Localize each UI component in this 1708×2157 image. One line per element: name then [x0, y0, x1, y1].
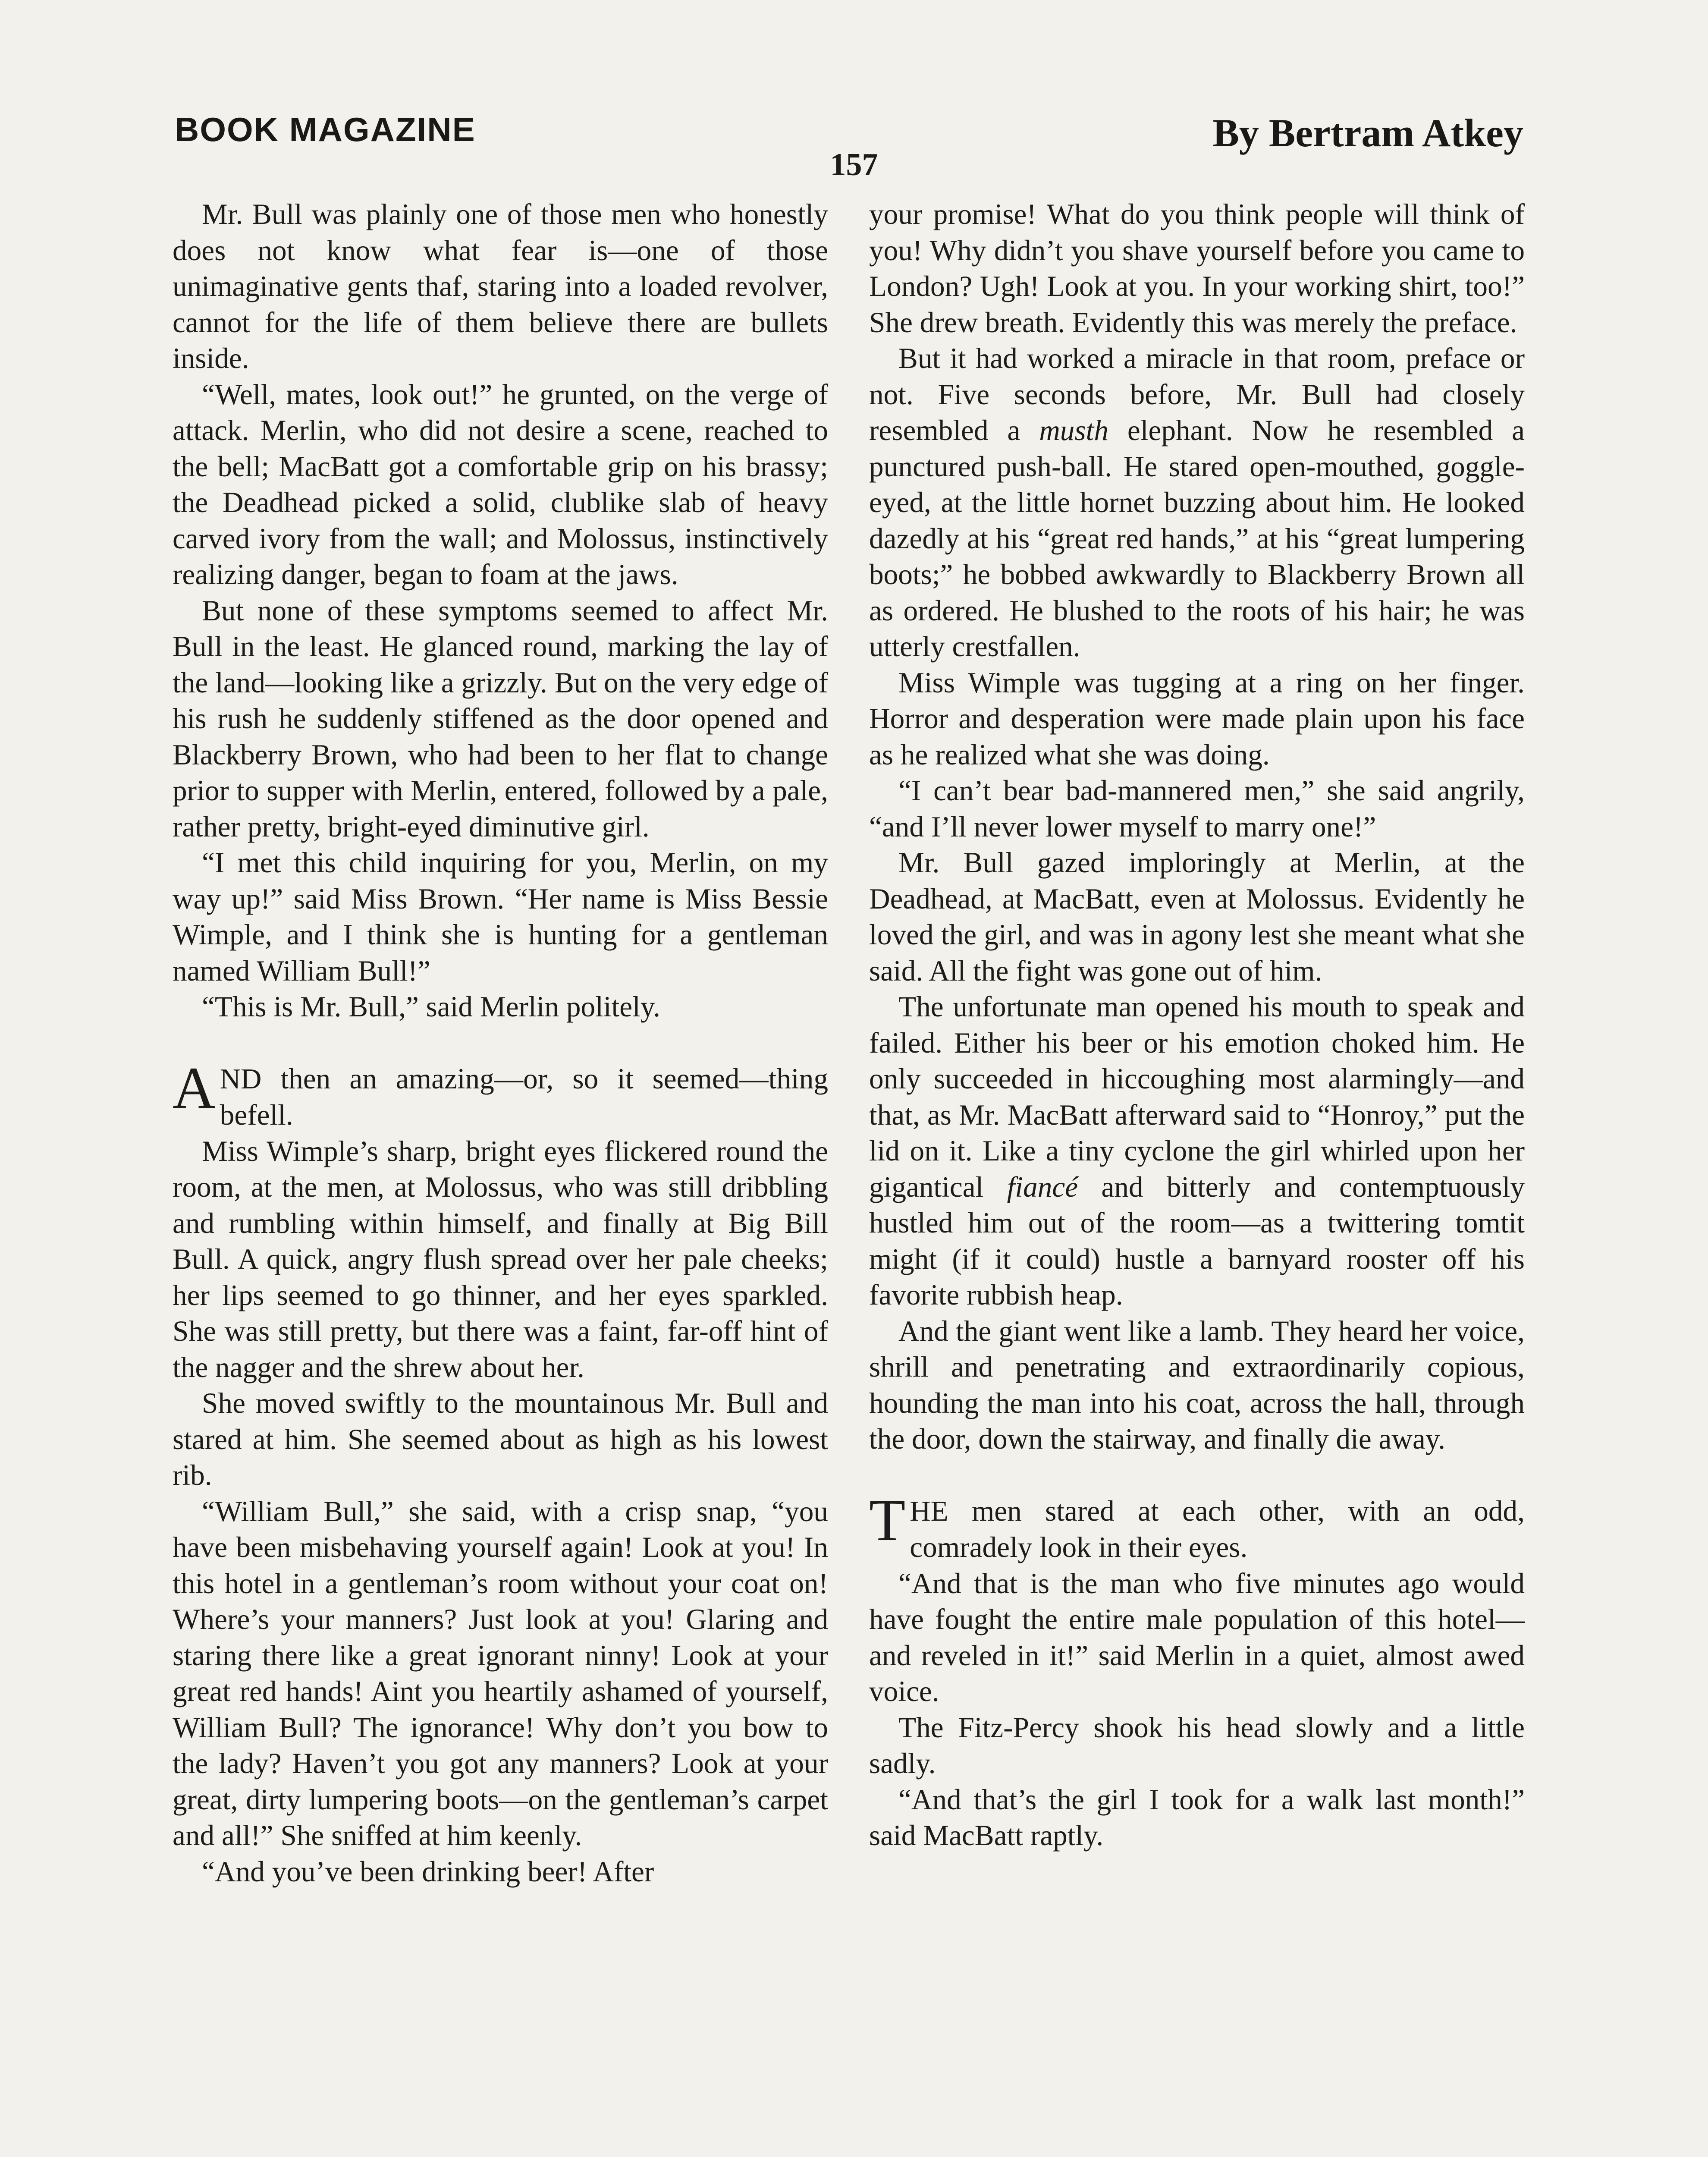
paragraph: Miss Wimple’s sharp, bright eyes flickered round the room, at the men, at Molossus, who was still dribbling and rumbling within himself, and finally at Big Bill Bull. A quick, angry flush spread over her pale cheeks; her lips seemed to go thinner, and her eyes sparkled. She was still pretty, but there was a faint, far-off hint of the nagger and the shrew about her.: [173, 1135, 828, 1383]
lead-small-caps: HE: [910, 1495, 948, 1527]
lead-text: men stared at each other, with an odd, comradely look in their eyes.: [910, 1494, 1525, 1563]
running-head-author: By Bertram Atkey: [1212, 111, 1523, 155]
paragraph: “I met this child inquiring for you, Merlin, on my way up!” said Miss Brown. “Her name is Miss Bessie Wimple, and I think she is hunting for a gentleman named William Bull!”: [173, 846, 828, 987]
running-head-magazine: BOOK MAGAZINE: [175, 110, 476, 148]
paragraph: “And you’ve been drinking beer! After: [202, 1855, 654, 1888]
paragraph: “Well, mates, look out!” he grunted, on the verge of attack. Merlin, who did not desire a scene, reached to the bell; MacBatt got a comfortable grip on his brassy; the Deadhead picked a solid, clublike slab of heavy carved ivory from the wall; and Molossus, instinctively realizing danger, began to foam at the jaws.: [173, 378, 828, 591]
paragraph: [869, 989, 1525, 1313]
paragraph: She moved swiftly to the mountainous Mr. Bull and stared at him. She seemed about as high as his lowest rib.: [173, 1387, 828, 1491]
text-run: But it had worked a miracle in that room, preface or not. Five seconds before, Mr. Bull had closely resembled a: [869, 342, 1525, 446]
paragraph: “And that is the man who five minutes ago would have fought the entire male population of this hotel—and reveled in it!” said Merlin in a quiet, almost awed voice.: [869, 1567, 1525, 1707]
italic-word: musth: [1039, 414, 1108, 446]
paragraph: “And that’s the girl I took for a walk last month!” said MacBatt raptly.: [869, 1783, 1525, 1852]
right-column: [869, 196, 1525, 1854]
text-run: and bitterly and contemptuously hustled him out of the room—as a twittering tomtit might (if it could) hustle a barnyard rooster off his favorite rubbish heap.: [869, 1170, 1525, 1311]
paragraph: [869, 340, 1525, 665]
paragraph-continued: your promise! What do you think people will think of you! Why didn’t you shave yourself before you came to London? Ugh! Look at you. In your working shirt, too!” She drew breath. Evidently this was merely the preface.: [869, 198, 1525, 339]
lead-small-caps: ND: [220, 1063, 262, 1095]
paragraph: Mr. Bull was plainly one of those men who honestly does not know what fear is—one of those unimaginative gents thaf, staring into a loaded revolver, cannot for the life of them believe there are bullets inside.: [173, 198, 828, 374]
paragraph: “I can’t bear bad-mannered men,” she said angrily, “and I’ll never lower myself to marry one!”: [869, 774, 1525, 843]
section-lead-paragraph: [869, 1487, 1525, 1566]
paragraph: The Fitz-Percy shook his head slowly and a little sadly.: [869, 1711, 1525, 1780]
drop-cap: T: [869, 1487, 906, 1553]
paragraph: And the giant went like a lamb. They heard her voice, shrill and penetrating and extraordinarily copious, hounding the man into his coat, across the hall, through the door, down the stairway, and finally die away.: [869, 1314, 1525, 1455]
page-number: 157: [830, 147, 878, 182]
paragraph: Mr. Bull gazed imploringly at Merlin, at the Deadhead, at MacBatt, even at Molossus. Evidently he loved the girl, and was in agony lest she meant what she said. All the fight was gone out of him.: [869, 846, 1525, 987]
text-run: elephant. Now he resembled a punctured push-ball. He stared open-mouthed, goggle-eyed, at the little hornet buzzing about him. He looked dazedly at his “great red hands,” at his “great lumpering boots;” he bobbed awkwardly to Blackberry Brown all as ordered. He blushed to the roots of his hair; he was utterly crestfallen.: [869, 414, 1525, 663]
drop-cap: A: [173, 1054, 216, 1121]
paragraph: But none of these symptoms seemed to affect Mr. Bull in the least. He glanced round, marking the lay of the land—looking like a grizzly. But on the very edge of his rush he suddenly stiffened as the door opened and Blackberry Brown, who had been to her flat to change prior to supper with Merlin, entered, followed by a pale, rather pretty, bright-eyed diminutive girl.: [173, 594, 828, 843]
text-run: The unfortunate man opened his mouth to speak and failed. Either his beer or his emotion choked him. He only succeeded in hiccoughing most alarmingly—and that, as Mr. MacBatt afterward said to “Honroy,” put the lid on it. Like a tiny cyclone the girl whirled upon her gigantical: [869, 990, 1525, 1203]
lead-text: then an amazing—or, so it seemed—thing befell.: [220, 1062, 828, 1131]
paragraph: “William Bull,” she said, with a crisp snap, “you have been misbehaving yourself again! Look at you! In this hotel in a gentleman’s room without your coat on! Where’s your manners? Just look at you! Glaring and staring there like a great ignorant ninny! Look at your great red hands! Aint you heartily ashamed of yourself, William Bull? The ignorance! Why don’t you bow to the lady? Haven’t you got any manners? Look at your great, dirty lumpering boots—on the gentleman’s carpet and all!” She sniffed at him keenly.: [173, 1495, 828, 1852]
section-lead-paragraph: [173, 1054, 828, 1133]
left-column: [173, 196, 828, 1890]
paragraph: “This is Mr. Bull,” said Merlin politely.: [202, 990, 660, 1023]
paragraph: Miss Wimple was tugging at a ring on her finger. Horror and desperation were made plain upon his face as he realized what she was doing.: [869, 666, 1525, 771]
italic-word: fiancé: [1007, 1170, 1078, 1203]
